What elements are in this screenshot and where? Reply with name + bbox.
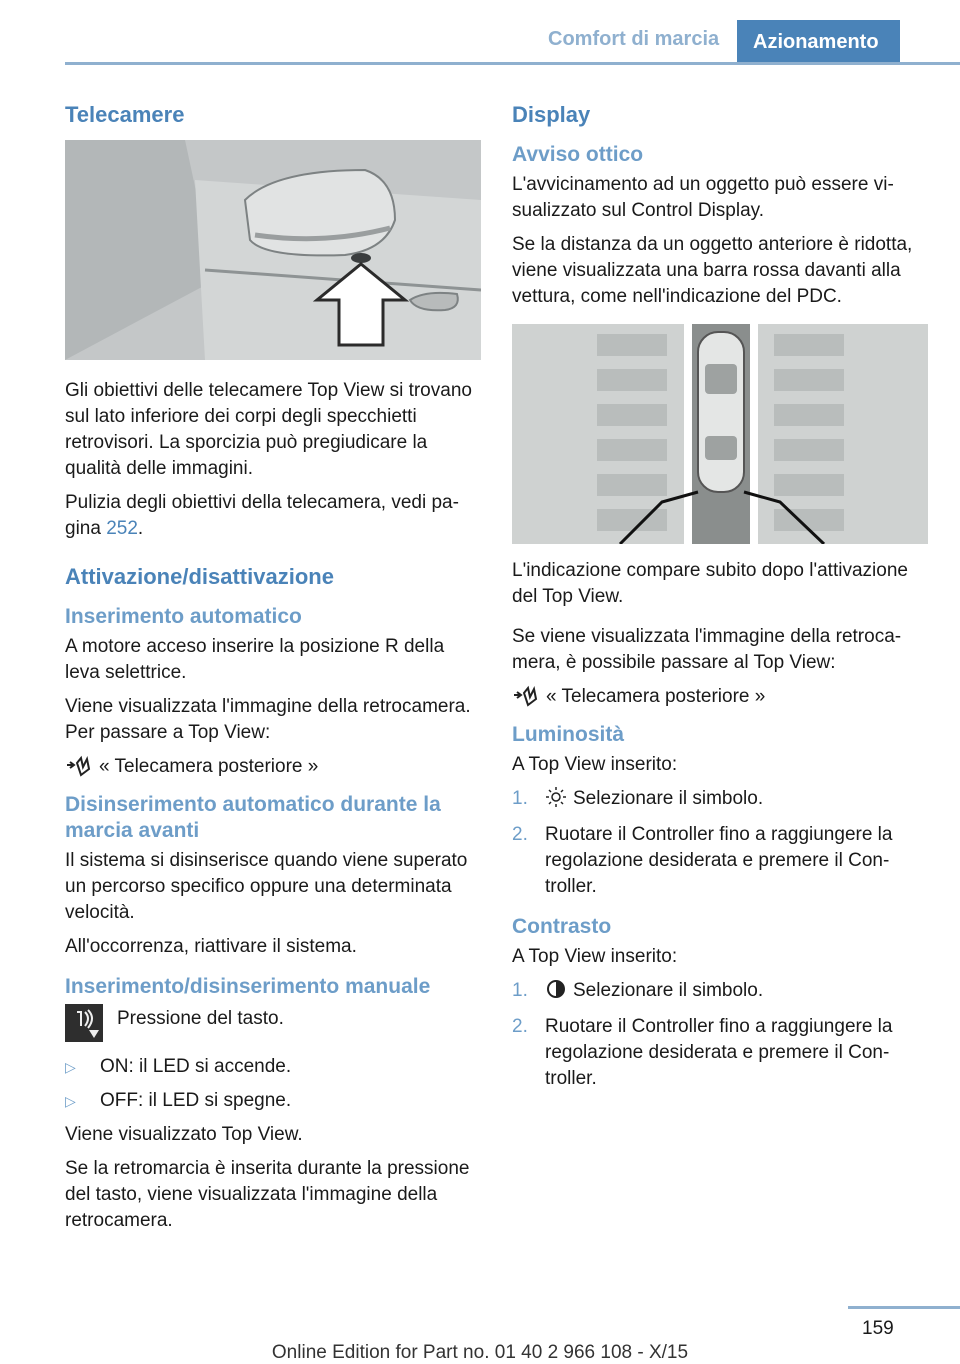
topview-shown-text: Viene visualizzato Top View. (65, 1124, 303, 1145)
page-number: 159 (862, 1318, 894, 1339)
left-column (65, 96, 481, 1242)
step-number: 1. (512, 788, 528, 809)
list-item-text: ON: il LED si accende. (100, 1056, 292, 1077)
parking-button-icon (65, 1004, 103, 1042)
button-row (65, 1004, 481, 1042)
camera-mirror-figure (65, 140, 481, 360)
press-button-text: Pressione del tasto. (117, 1008, 284, 1029)
page-link-252[interactable]: 252 (106, 518, 138, 539)
list-item (65, 1054, 481, 1080)
display-appears-text: L'indicazione compare subito dopo l'attivazione del Top View. (512, 560, 908, 607)
auto-on-text-2: Viene visualizzata l'immagine della retrocamera. Per passare a Top View: (65, 696, 471, 743)
heading-visual-warning: Avviso ottico (512, 143, 644, 166)
edition-footer: Online Edition for Part no. 01 40 2 966 108 - X/15 (271, 1342, 689, 1363)
heading-telecamere: Telecamere (65, 102, 185, 127)
cleaning-text-body: Pulizia degli obiettivi della telecamera, vedi pagina (65, 492, 459, 539)
triangle-bullet-icon: ▷ (65, 1059, 76, 1075)
menu-label: « Telecamera posteriore » (99, 756, 319, 777)
heading-activation: Attivazione/disattivazione (65, 564, 334, 589)
cleaning-text-end: . (137, 518, 144, 539)
header-rule (65, 62, 960, 65)
menu-label: « Telecamera posteriore » (546, 686, 766, 707)
reverse-gear-text: Se la retromarcia è inserita durante la pressione del tasto, viene visualizzata l'immagine della retrocamera. (65, 1158, 470, 1231)
switch-topview-text: Se viene visualizzata l'immagine della retrocamera, è possibile passare al Top View: (512, 626, 902, 673)
auto-off-text-1: Il sistema si disinserisce quando viene superato un percorso specifico oppure una determinata velocità. (65, 850, 468, 923)
list-item (65, 1088, 481, 1114)
brightness-steps (512, 786, 928, 900)
chapter-tab: Azionamento (737, 20, 900, 64)
page-header (0, 0, 960, 62)
step-text: Ruotare il Controller fino a raggiungere la regolazione desiderata e premere il Controller. (545, 1016, 893, 1089)
visual-text-1: L'avvicinamento ad un oggetto può essere visualizzato sul Control Display. (512, 174, 894, 221)
mirror-illustration (65, 140, 481, 360)
step-text: Ruotare il Controller fino a raggiungere la regolazione desiderata e premere il Controller. (545, 824, 893, 897)
auto-off-text-2: All'occorrenza, riattivare il sistema. (65, 936, 357, 957)
lens-location-text: Gli obiettivi delle telecamere Top View si trovano sul lato inferiore dei corpi degli specchietti retrovisori. La sporcizia può pregiudicare la qualità delle immagini. (65, 380, 472, 479)
contrast-intro: A Top View inserito: (512, 946, 678, 967)
list-item-text: OFF: il LED si spegne. (100, 1090, 292, 1111)
step-number: 1. (512, 980, 528, 1001)
step-text: Selezionare il simbolo. (573, 788, 764, 809)
camera-menu-icon (512, 685, 544, 709)
step-item (512, 1014, 928, 1092)
heading-manual: Inserimento/disinserimento manuale (65, 975, 431, 998)
step-item (512, 978, 928, 1008)
menu-rear-camera-left (65, 754, 481, 780)
contrast-steps (512, 978, 928, 1092)
topview-illustration (512, 324, 928, 544)
step-number: 2. (512, 824, 528, 845)
menu-rear-camera-right (512, 684, 928, 710)
right-column (512, 96, 928, 1102)
heading-brightness: Luminosità (512, 723, 625, 746)
heading-auto-off: Disinserimento automatico durante la marcia avanti (65, 793, 441, 842)
step-number: 2. (512, 1016, 528, 1037)
heading-display: Display (512, 102, 591, 127)
topview-display-figure (512, 324, 928, 544)
camera-menu-icon (65, 755, 97, 779)
brightness-icon (545, 786, 573, 816)
section-title: Comfort di marcia (548, 28, 720, 50)
step-item (512, 822, 928, 900)
heading-contrast: Contrasto (512, 915, 612, 938)
auto-on-text-1: A motore acceso inserire la posizione R della leva selettrice. (65, 636, 445, 683)
contrast-icon (545, 978, 573, 1008)
triangle-bullet-icon: ▷ (65, 1093, 76, 1109)
brightness-intro: A Top View inserito: (512, 754, 678, 775)
footer-rule (848, 1306, 960, 1309)
visual-text-2: Se la distanza da un oggetto anteriore è ridotta, viene visualizzata una barra rossa davanti alla vettura, come nell'indicazione del PDC. (512, 234, 913, 307)
led-list (65, 1054, 481, 1114)
step-item (512, 786, 928, 816)
heading-auto-on: Inserimento automatico (65, 605, 302, 628)
cleaning-text (65, 490, 481, 542)
step-text: Selezionare il simbolo. (573, 980, 764, 1001)
